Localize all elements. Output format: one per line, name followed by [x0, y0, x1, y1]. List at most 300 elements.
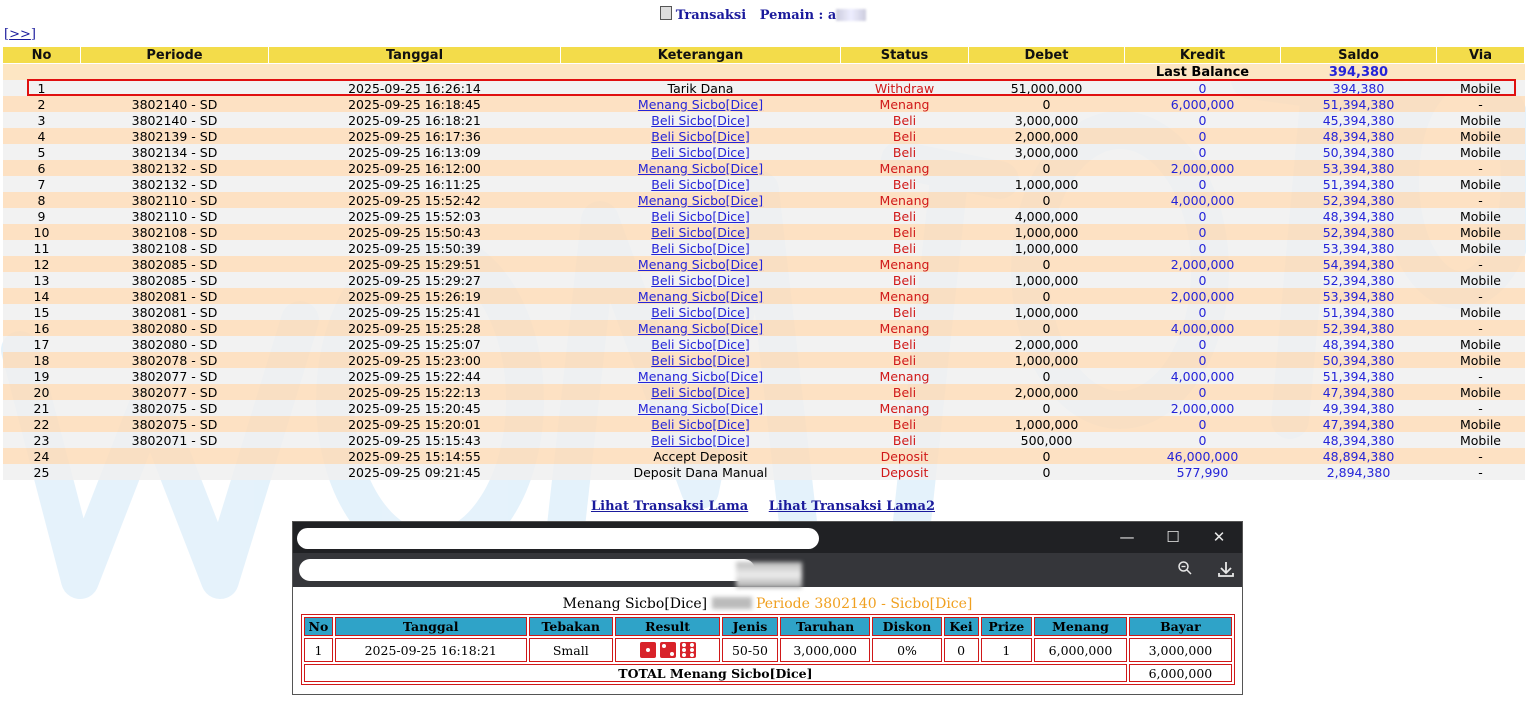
detail-header-row	[304, 617, 1232, 636]
cell-debet: 1,000,000	[969, 240, 1125, 256]
cell-via: Mobile	[1437, 432, 1525, 448]
cell-tanggal: 2025-09-25 15:20:45	[269, 400, 561, 416]
cell-keterangan: Tarik Dana	[561, 80, 841, 96]
detail-col-jenis: Jenis	[722, 617, 778, 636]
cell-status: Menang	[841, 368, 969, 384]
cell-no: 22	[3, 416, 81, 432]
cell-via: Mobile	[1437, 352, 1525, 368]
cell-status: Menang	[841, 160, 969, 176]
cell-kredit: 0	[1125, 304, 1281, 320]
cell-debet: 1,000,000	[969, 272, 1125, 288]
cell-no: 20	[3, 384, 81, 400]
cell-periode: 3802075 - SD	[81, 416, 269, 432]
cell-keterangan	[561, 208, 841, 224]
cell-saldo: 51,394,380	[1281, 368, 1437, 384]
cell-saldo: 47,394,380	[1281, 384, 1437, 400]
cell-saldo: 52,394,380	[1281, 192, 1437, 208]
cell-tanggal: 2025-09-25 15:15:43	[269, 432, 561, 448]
col-header-periode: Periode	[81, 47, 269, 64]
cell-saldo: 51,394,380	[1281, 96, 1437, 112]
cell-tanggal: 2025-09-25 15:23:00	[269, 352, 561, 368]
detail-total-row	[304, 664, 1232, 682]
keterangan-link[interactable]: Menang Sicbo[Dice]	[637, 288, 764, 304]
cell-no: 16	[3, 320, 81, 336]
last-balance-label: Last Balance	[1125, 64, 1281, 81]
cell-no: 19	[3, 368, 81, 384]
cell-keterangan	[561, 272, 841, 288]
detail-col-kei: Kei	[944, 617, 979, 636]
cell-kredit: 0	[1125, 272, 1281, 288]
keterangan-link[interactable]: Beli Sicbo[Dice]	[651, 384, 750, 400]
table-row	[3, 400, 1525, 416]
cell-saldo: 52,394,380	[1281, 320, 1437, 336]
table-row	[3, 160, 1525, 176]
cell-via: Mobile	[1437, 384, 1525, 400]
document-icon	[660, 6, 672, 20]
cell-debet: 1,000,000	[969, 416, 1125, 432]
keterangan-link[interactable]: Beli Sicbo[Dice]	[651, 144, 750, 160]
cell-status: Beli	[841, 272, 969, 288]
cell-periode: 3802110 - SD	[81, 208, 269, 224]
cell-status: Menang	[841, 256, 969, 272]
cell-via: Mobile	[1437, 272, 1525, 288]
cell-tanggal: 2025-09-25 15:25:41	[269, 304, 561, 320]
cell-saldo: 48,394,380	[1281, 208, 1437, 224]
cell-no: 24	[3, 448, 81, 464]
close-button[interactable]: ✕	[1212, 528, 1226, 546]
cell-keterangan	[561, 352, 841, 368]
cell-no: 14	[3, 288, 81, 304]
cell-saldo: 51,394,380	[1281, 176, 1437, 192]
col-header-debet: Debet	[969, 47, 1125, 64]
table-row	[3, 256, 1525, 272]
cell-kredit: 0	[1125, 144, 1281, 160]
cell-status: Beli	[841, 112, 969, 128]
table-row	[3, 80, 1525, 96]
cell-kredit: 2,000,000	[1125, 160, 1281, 176]
cell-saldo: 48,894,380	[1281, 448, 1437, 464]
cell-via: Mobile	[1437, 240, 1525, 256]
cell-tanggal: 2025-09-25 15:14:55	[269, 448, 561, 464]
cell-no: 21	[3, 400, 81, 416]
detail-col-prize: Prize	[981, 617, 1033, 636]
cell-status: Beli	[841, 432, 969, 448]
cell-periode: 3802132 - SD	[81, 176, 269, 192]
cell-kredit: 0	[1125, 176, 1281, 192]
cell-tanggal: 2025-09-25 15:50:39	[269, 240, 561, 256]
cell-keterangan	[561, 224, 841, 240]
cell-debet: 0	[969, 400, 1125, 416]
cell-saldo: 54,394,380	[1281, 256, 1437, 272]
table-row	[3, 304, 1525, 320]
col-header-saldo: Saldo	[1281, 47, 1437, 64]
cell-status: Menang	[841, 288, 969, 304]
cell-keterangan	[561, 288, 841, 304]
cell-tanggal: 2025-09-25 16:12:00	[269, 160, 561, 176]
cell-tanggal: 2025-09-25 15:22:44	[269, 368, 561, 384]
cell-status: Beli	[841, 384, 969, 400]
detail-col-menang: Menang	[1034, 617, 1127, 636]
cell-tanggal: 2025-09-25 15:50:43	[269, 224, 561, 240]
cell-no: 4	[3, 128, 81, 144]
cell-kredit: 4,000,000	[1125, 320, 1281, 336]
cell-periode	[81, 80, 269, 96]
keterangan-link[interactable]: Beli Sicbo[Dice]	[651, 272, 750, 288]
cell-kredit: 6,000,000	[1125, 96, 1281, 112]
footer-links	[0, 499, 1526, 514]
cell-debet: 0	[969, 368, 1125, 384]
col-header-no: No	[3, 47, 81, 64]
last-balance-value: 394,380	[1281, 64, 1437, 81]
cell-debet: 0	[969, 256, 1125, 272]
cell-periode	[81, 464, 269, 480]
cell-periode: 3802140 - SD	[81, 96, 269, 112]
table-header-row	[3, 47, 1525, 64]
cell-keterangan	[561, 384, 841, 400]
cell-via: -	[1437, 256, 1525, 272]
cell-saldo: 53,394,380	[1281, 240, 1437, 256]
cell-kredit: 2,000,000	[1125, 288, 1281, 304]
cell-status: Beli	[841, 336, 969, 352]
cell-kredit: 46,000,000	[1125, 448, 1281, 464]
table-row	[3, 128, 1525, 144]
cell-periode: 3802081 - SD	[81, 288, 269, 304]
cell-keterangan	[561, 160, 841, 176]
cell-saldo: 48,394,380	[1281, 128, 1437, 144]
detail-jenis: 50-50	[722, 638, 778, 662]
cell-debet: 1,000,000	[969, 352, 1125, 368]
redacted-username	[836, 9, 866, 21]
cell-tanggal: 2025-09-25 15:29:27	[269, 272, 561, 288]
cell-tanggal: 2025-09-25 16:17:36	[269, 128, 561, 144]
redacted-title	[297, 528, 819, 549]
lihat-transaksi-lama2-link[interactable]: Lihat Transaksi Lama2	[768, 499, 935, 514]
detail-total-value: 6,000,000	[1129, 664, 1232, 682]
redacted-url	[299, 559, 755, 581]
keterangan-link[interactable]: Menang Sicbo[Dice]	[637, 160, 764, 176]
keterangan-link[interactable]: Beli Sicbo[Dice]	[651, 208, 750, 224]
cell-status: Beli	[841, 240, 969, 256]
redacted-blur	[736, 562, 802, 588]
cell-status: Beli	[841, 176, 969, 192]
detail-table	[301, 614, 1235, 685]
keterangan-link[interactable]: Beli Sicbo[Dice]	[651, 352, 750, 368]
cell-kredit: 2,000,000	[1125, 400, 1281, 416]
cell-debet: 0	[969, 192, 1125, 208]
cell-debet: 1,000,000	[969, 224, 1125, 240]
table-row	[3, 448, 1525, 464]
cell-saldo: 49,394,380	[1281, 400, 1437, 416]
detail-result	[615, 638, 720, 662]
table-row	[3, 432, 1525, 448]
detail-diskon: 0%	[872, 638, 941, 662]
cell-saldo: 51,394,380	[1281, 304, 1437, 320]
keterangan-link[interactable]: Beli Sicbo[Dice]	[651, 432, 750, 448]
cell-no: 3	[3, 112, 81, 128]
keterangan-link[interactable]: Beli Sicbo[Dice]	[651, 336, 750, 352]
cell-no: 23	[3, 432, 81, 448]
detail-no: 1	[304, 638, 333, 662]
zoom-out-icon[interactable]	[1177, 560, 1193, 576]
lihat-transaksi-lama-link[interactable]: Lihat Transaksi Lama	[590, 499, 749, 514]
table-row	[3, 144, 1525, 160]
cell-periode: 3802132 - SD	[81, 160, 269, 176]
cell-tanggal: 2025-09-25 15:22:13	[269, 384, 561, 400]
popup-heading-text: Menang Sicbo[Dice]	[562, 596, 708, 612]
cell-via: -	[1437, 192, 1525, 208]
dice-2-icon	[660, 642, 676, 658]
col-header-tanggal: Tanggal	[269, 47, 561, 64]
cell-via: -	[1437, 368, 1525, 384]
cell-via: -	[1437, 400, 1525, 416]
cell-via: Mobile	[1437, 176, 1525, 192]
nav-next-link[interactable]: >>	[9, 27, 31, 42]
table-row	[3, 368, 1525, 384]
table-row	[3, 208, 1525, 224]
keterangan-link[interactable]: Menang Sicbo[Dice]	[637, 192, 764, 208]
cell-no: 9	[3, 208, 81, 224]
popup-periode: Periode 3802140 - Sicbo[Dice]	[755, 596, 973, 612]
cell-debet: 0	[969, 320, 1125, 336]
download-icon[interactable]	[1217, 560, 1235, 578]
keterangan-link[interactable]: Beli Sicbo[Dice]	[651, 224, 750, 240]
page-title-text: Transaksi	[675, 8, 747, 23]
cell-saldo: 50,394,380	[1281, 144, 1437, 160]
cell-no: 11	[3, 240, 81, 256]
keterangan-link[interactable]: Beli Sicbo[Dice]	[651, 304, 750, 320]
keterangan-link[interactable]: Menang Sicbo[Dice]	[637, 320, 764, 336]
minimize-button[interactable]: —	[1119, 528, 1135, 546]
detail-col-diskon: Diskon	[872, 617, 941, 636]
last-balance-row	[3, 64, 1525, 81]
cell-debet: 1,000,000	[969, 176, 1125, 192]
table-row	[3, 240, 1525, 256]
detail-bayar: 3,000,000	[1129, 638, 1232, 662]
col-header-kredit: Kredit	[1125, 47, 1281, 64]
cell-keterangan	[561, 400, 841, 416]
cell-tanggal: 2025-09-25 16:11:25	[269, 176, 561, 192]
cell-kredit: 0	[1125, 432, 1281, 448]
page-title	[0, 6, 1526, 23]
cell-debet: 0	[969, 160, 1125, 176]
cell-saldo: 52,394,380	[1281, 272, 1437, 288]
cell-periode: 3802134 - SD	[81, 144, 269, 160]
pemain-label: Pemain : a	[759, 8, 837, 23]
cell-status: Menang	[841, 96, 969, 112]
cell-keterangan	[561, 128, 841, 144]
cell-kredit: 0	[1125, 128, 1281, 144]
detail-col-taruhan: Taruhan	[780, 617, 871, 636]
cell-saldo: 47,394,380	[1281, 416, 1437, 432]
cell-periode	[81, 448, 269, 464]
cell-kredit: 0	[1125, 80, 1281, 96]
cell-status: Beli	[841, 144, 969, 160]
cell-tanggal: 2025-09-25 15:29:51	[269, 256, 561, 272]
cell-periode: 3802140 - SD	[81, 112, 269, 128]
cell-debet: 3,000,000	[969, 112, 1125, 128]
detail-col-bayar: Bayar	[1129, 617, 1232, 636]
detail-kei: 0	[944, 638, 979, 662]
cell-no: 12	[3, 256, 81, 272]
cell-no: 15	[3, 304, 81, 320]
cell-debet: 0	[969, 288, 1125, 304]
keterangan-link[interactable]: Beli Sicbo[Dice]	[651, 240, 750, 256]
cell-kredit: 2,000,000	[1125, 256, 1281, 272]
table-row	[3, 416, 1525, 432]
cell-keterangan	[561, 144, 841, 160]
cell-tanggal: 2025-09-25 15:52:42	[269, 192, 561, 208]
detail-tanggal: 2025-09-25 16:18:21	[335, 638, 527, 662]
detail-col-no: No	[304, 617, 333, 636]
table-row	[3, 352, 1525, 368]
col-header-via: Via	[1437, 47, 1525, 64]
cell-kredit: 0	[1125, 240, 1281, 256]
cell-keterangan	[561, 240, 841, 256]
cell-debet: 4,000,000	[969, 208, 1125, 224]
detail-col-tanggal: Tanggal	[335, 617, 527, 636]
cell-periode: 3802075 - SD	[81, 400, 269, 416]
cell-keterangan	[561, 432, 841, 448]
cell-status: Deposit	[841, 464, 969, 480]
cell-via: Mobile	[1437, 224, 1525, 240]
cell-tanggal: 2025-09-25 15:20:01	[269, 416, 561, 432]
cell-tanggal: 2025-09-25 15:25:28	[269, 320, 561, 336]
cell-no: 2	[3, 96, 81, 112]
keterangan-link[interactable]: Menang Sicbo[Dice]	[637, 368, 764, 384]
cell-periode: 3802080 - SD	[81, 336, 269, 352]
keterangan-link[interactable]: Beli Sicbo[Dice]	[651, 416, 750, 432]
cell-saldo: 52,394,380	[1281, 224, 1437, 240]
cell-debet: 0	[969, 96, 1125, 112]
cell-kredit: 0	[1125, 224, 1281, 240]
cell-periode: 3802108 - SD	[81, 240, 269, 256]
keterangan-link[interactable]: Menang Sicbo[Dice]	[637, 96, 764, 112]
keterangan-link[interactable]: Beli Sicbo[Dice]	[651, 112, 750, 128]
table-row	[3, 384, 1525, 400]
cell-periode: 3802080 - SD	[81, 320, 269, 336]
transaction-table	[2, 46, 1525, 480]
cell-no: 17	[3, 336, 81, 352]
cell-via: -	[1437, 288, 1525, 304]
cell-status: Menang	[841, 400, 969, 416]
cell-via: -	[1437, 96, 1525, 112]
cell-debet: 2,000,000	[969, 336, 1125, 352]
cell-via: Mobile	[1437, 144, 1525, 160]
detail-menang: 6,000,000	[1034, 638, 1127, 662]
cell-via: Mobile	[1437, 128, 1525, 144]
cell-keterangan	[561, 368, 841, 384]
cell-periode: 3802085 - SD	[81, 256, 269, 272]
cell-tanggal: 2025-09-25 16:18:45	[269, 96, 561, 112]
col-header-keterangan: Keterangan	[561, 47, 841, 64]
cell-periode: 3802081 - SD	[81, 304, 269, 320]
cell-kredit: 4,000,000	[1125, 192, 1281, 208]
cell-keterangan: Accept Deposit	[561, 448, 841, 464]
cell-periode: 3802078 - SD	[81, 352, 269, 368]
cell-saldo: 53,394,380	[1281, 160, 1437, 176]
nav-next-wrapper: [>>]	[4, 27, 36, 42]
cell-saldo: 45,394,380	[1281, 112, 1437, 128]
cell-status: Menang	[841, 192, 969, 208]
cell-no: 13	[3, 272, 81, 288]
detail-taruhan: 3,000,000	[780, 638, 871, 662]
detail-total-label: TOTAL Menang Sicbo[Dice]	[304, 664, 1127, 682]
cell-kredit: 4,000,000	[1125, 368, 1281, 384]
cell-no: 6	[3, 160, 81, 176]
cell-kredit: 0	[1125, 208, 1281, 224]
popup-titlebar	[293, 522, 1242, 553]
cell-status: Beli	[841, 208, 969, 224]
cell-keterangan	[561, 96, 841, 112]
table-row	[3, 320, 1525, 336]
cell-debet: 2,000,000	[969, 384, 1125, 400]
cell-no: 7	[3, 176, 81, 192]
table-row	[3, 192, 1525, 208]
cell-no: 8	[3, 192, 81, 208]
keterangan-link[interactable]: Menang Sicbo[Dice]	[637, 400, 764, 416]
cell-tanggal: 2025-09-25 16:26:14	[269, 80, 561, 96]
keterangan-link[interactable]: Beli Sicbo[Dice]	[651, 176, 750, 192]
cell-debet: 0	[969, 448, 1125, 464]
keterangan-link[interactable]: Beli Sicbo[Dice]	[651, 128, 750, 144]
table-row	[3, 288, 1525, 304]
popup-window	[292, 521, 1243, 695]
cell-via: Mobile	[1437, 336, 1525, 352]
dice-6-icon	[680, 642, 696, 658]
table-row	[3, 336, 1525, 352]
cell-via: Mobile	[1437, 112, 1525, 128]
cell-via: -	[1437, 320, 1525, 336]
popup-address-bar	[293, 553, 1242, 587]
col-header-status: Status	[841, 47, 969, 64]
table-row	[3, 96, 1525, 112]
cell-keterangan	[561, 304, 841, 320]
cell-periode: 3802110 - SD	[81, 192, 269, 208]
cell-keterangan	[561, 336, 841, 352]
cell-periode: 3802071 - SD	[81, 432, 269, 448]
cell-tanggal: 2025-09-25 15:25:07	[269, 336, 561, 352]
maximize-button[interactable]: ☐	[1166, 528, 1180, 546]
cell-periode: 3802139 - SD	[81, 128, 269, 144]
table-row	[3, 112, 1525, 128]
cell-tanggal: 2025-09-25 15:52:03	[269, 208, 561, 224]
cell-no: 18	[3, 352, 81, 368]
cell-tanggal: 2025-09-25 09:21:45	[269, 464, 561, 480]
cell-saldo: 2,894,380	[1281, 464, 1437, 480]
cell-status: Beli	[841, 304, 969, 320]
cell-tanggal: 2025-09-25 16:13:09	[269, 144, 561, 160]
keterangan-link[interactable]: Menang Sicbo[Dice]	[637, 256, 764, 272]
cell-saldo: 48,394,380	[1281, 336, 1437, 352]
cell-via: Mobile	[1437, 416, 1525, 432]
cell-via: Mobile	[1437, 80, 1525, 96]
cell-kredit: 0	[1125, 384, 1281, 400]
cell-saldo: 50,394,380	[1281, 352, 1437, 368]
cell-keterangan	[561, 192, 841, 208]
cell-status: Menang	[841, 320, 969, 336]
cell-saldo: 53,394,380	[1281, 288, 1437, 304]
cell-status: Deposit	[841, 448, 969, 464]
cell-via: -	[1437, 160, 1525, 176]
cell-kredit: 577,990	[1125, 464, 1281, 480]
cell-via: -	[1437, 448, 1525, 464]
cell-status: Beli	[841, 224, 969, 240]
cell-kredit: 0	[1125, 416, 1281, 432]
cell-saldo: 48,394,380	[1281, 432, 1437, 448]
cell-tanggal: 2025-09-25 15:26:19	[269, 288, 561, 304]
popup-heading	[293, 596, 1242, 612]
cell-saldo: 394,380	[1281, 80, 1437, 96]
